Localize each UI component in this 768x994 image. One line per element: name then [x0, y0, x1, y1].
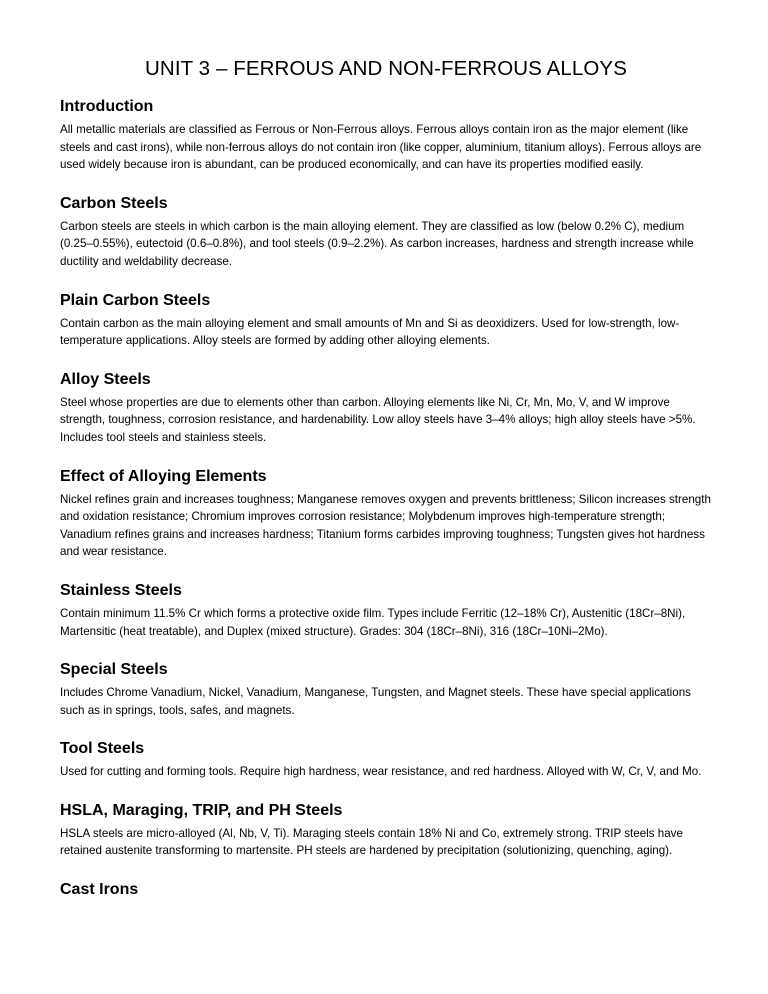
section-heading: Tool Steels	[60, 740, 145, 758]
section-tool-steels	[60, 739, 712, 781]
section-stainless-steels	[60, 581, 712, 640]
section-heading: Special Steels	[60, 661, 168, 679]
section-heading: Effect of Alloying Elements	[60, 467, 267, 485]
section-body: Contain carbon as the main alloying element and small amounts of Mn and Si as deoxidizers. Used for low-strength, low-temperature applications. Alloy steels are formed by adding other alloying elements.	[60, 316, 680, 348]
section-special-steels	[60, 660, 712, 719]
section-body: Contain minimum 11.5% Cr which forms a protective oxide film. Types include Ferritic (12–18% Cr), Austenitic (18Cr–8Ni), Martensitic (heat treatable), and Duplex (mixed structure). Grades: 304 (18Cr–8Ni), 316 (18Cr–10Ni–2Mo).	[60, 606, 686, 638]
section-heading: Stainless Steels	[60, 581, 182, 599]
section-hsla-maraging-trip-ph-steels	[60, 801, 712, 860]
section-carbon-steels	[60, 194, 712, 271]
section-effect-of-alloying-elements	[60, 467, 712, 561]
section-body: HSLA steels are micro-alloyed (Al, Nb, V, Ti). Maraging steels contain 18% Ni and Co, extremely strong. TRIP steels have retained austenite transforming to martensite. PH steels are hardened by precipitation (solutionizing, quenching, aging).	[60, 826, 683, 858]
section-introduction	[60, 97, 712, 174]
document-page	[60, 55, 712, 904]
section-body: All metallic materials are classified as Ferrous or Non-Ferrous alloys. Ferrous alloys contain iron as the major element (like steels and cast irons), while non-ferrous alloys do not contain iron (like copper, aluminium, titanium alloys). Ferrous alloys are used widely because iron is abundant, can be produced economically, and can have its properties modified easily.	[60, 123, 702, 172]
section-heading: Cast Irons	[60, 881, 139, 899]
section-body: Carbon steels are steels in which carbon is the main alloying element. They are classified as low (below 0.2% C), medium (0.25–0.55%), eutectoid (0.6–0.8%), and tool steels (0.9–2.2%). As carbon increases, hardness and strength increase while ductility and weldability decrease.	[60, 219, 694, 268]
section-cast-irons	[60, 880, 712, 900]
section-heading: Plain Carbon Steels	[60, 291, 211, 309]
document-title: UNIT 3 – FERROUS AND NON-FERROUS ALLOYS	[145, 57, 627, 80]
section-alloy-steels	[60, 370, 712, 447]
section-heading: Introduction	[60, 98, 154, 115]
section-body: Steel whose properties are due to elements other than carbon. Alloying elements like Ni, Cr, Mn, Mo, V, and W improve strength, toughness, corrosion resistance, and hardenability. Low alloy steels have 3–4% alloys; high alloy steels have >5%. Includes tool steels and stainless steels.	[60, 395, 696, 444]
section-body: Used for cutting and forming tools. Require high hardness, wear resistance, and red hardness. Alloyed with W, Cr, V, and Mo.	[60, 765, 702, 779]
section-body: Includes Chrome Vanadium, Nickel, Vanadium, Manganese, Tungsten, and Magnet steels. These have special applications such as in springs, tools, safes, and magnets.	[60, 686, 691, 717]
section-heading: HSLA, Maraging, TRIP, and PH Steels	[60, 801, 343, 819]
section-heading: Alloy Steels	[60, 370, 151, 388]
section-heading: Carbon Steels	[60, 194, 168, 212]
section-body: Nickel refines grain and increases toughness; Manganese removes oxygen and prevents brittleness; Silicon increases strength and oxidation resistance; Chromium improves corrosion resistance; Molybdenum improves high-temperature strength; Vanadium refines grains and increases hardness; Titanium forms carbides improving toughness; Tungsten gives hot hardness and wear resistance.	[60, 492, 711, 559]
section-plain-carbon-steels	[60, 291, 712, 350]
